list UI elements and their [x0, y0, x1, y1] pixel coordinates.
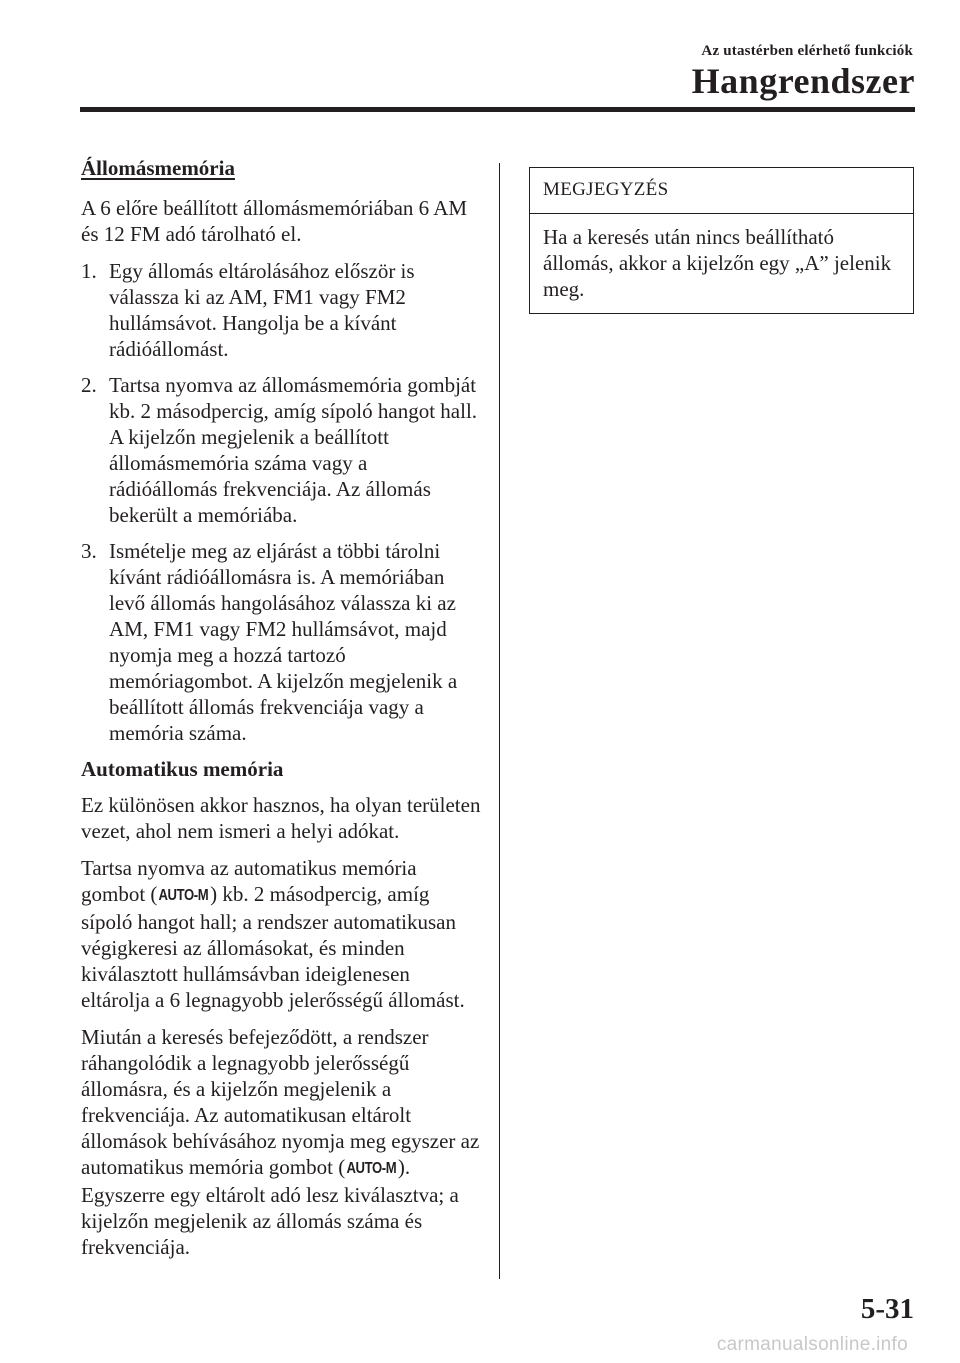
subheading: Automatikus memória	[81, 757, 284, 781]
steps-list	[81, 258, 481, 746]
auto-m-button-icon: AUTO-M	[346, 1160, 397, 1177]
paragraph-text: ) kb. 2 másodpercig, amíg sípoló hangot hall; a rendszer automatikusan végigkeresi az állomásokat, és minden kiválasztott hullámsávban ideiglenesen eltárolja a 6 legnagyobb jelerősségű állomást.	[81, 882, 465, 1012]
paragraph-text: Tartsa nyomva az automatikus memória gombot (	[81, 856, 417, 906]
note-box	[529, 167, 914, 314]
step-text: Egy állomás eltárolásához először is válassza ki az AM, FM1 vagy FM2 hullámsávot. Hangolja be a kívánt rádióállomást.	[109, 259, 415, 361]
step-text: Tartsa nyomva az állomásmemória gombját kb. 2 másodpercig, amíg sípoló hangot hall. A kijelzőn megjelenik a beállított állomásmemória száma vagy a rádióállomás frekvenciája. Az állomás bekerült a memóriába.	[109, 373, 478, 527]
step-item	[81, 258, 481, 362]
header-rule	[80, 107, 915, 112]
paragraph	[81, 1024, 481, 1260]
main-column	[81, 155, 481, 1271]
paragraph	[81, 855, 481, 1013]
section-heading: Állomásmemória	[81, 156, 235, 180]
paragraph-text: ). Egyszerre egy eltárolt adó lesz kiválasztva; a kijelzőn megjelenik az állomás száma és frekvenciája.	[81, 1155, 459, 1259]
intro-paragraph: A 6 előre beállított állomásmemóriában 6 AM és 12 FM adó tárolható el.	[81, 196, 468, 246]
page-number: 5-31	[860, 1293, 914, 1325]
note-body: Ha a keresés után nincs beállítható állomás, akkor a kijelzőn egy „A” jelenik meg.	[543, 225, 892, 301]
step-number: 2.	[81, 373, 97, 397]
paragraph-text: Miután a keresés befejeződött, a rendszer ráhangolódik a legnagyobb jelerősségű állomásra, és a kijelzőn megjelenik a frekvenciája. Az automatikusan eltárolt állomások behívásához nyomja meg egyszer az automatikus memória gombot (	[81, 1025, 480, 1179]
section-label: Az utastérben elérhető funkciók	[701, 43, 913, 59]
step-number: 3.	[81, 539, 97, 563]
auto-m-button-icon: AUTO-M	[158, 887, 209, 904]
step-number: 1.	[81, 259, 97, 283]
step-text: Ismételje meg az eljárást a többi tárolni kívánt rádióállomásra is. A memóriában levő állomás hangolásához válassza ki az AM, FM1 vagy FM2 hullámsávot, majd nyomja meg a hozzá tartozó memóriagombot. A kijelzőn megjelenik a beállított állomás frekvenciája vagy a memória száma.	[109, 539, 458, 745]
note-title: MEGJEGYZÉS	[530, 168, 913, 214]
step-item	[81, 538, 481, 746]
chapter-title: Hangrendszer	[691, 61, 915, 101]
paragraph: Ez különösen akkor hasznos, ha olyan területen vezet, ahol nem ismeri a helyi adókat.	[81, 793, 481, 843]
watermark: carmanualsonline.info	[716, 1334, 908, 1355]
column-divider	[499, 163, 500, 1279]
step-item	[81, 372, 481, 528]
